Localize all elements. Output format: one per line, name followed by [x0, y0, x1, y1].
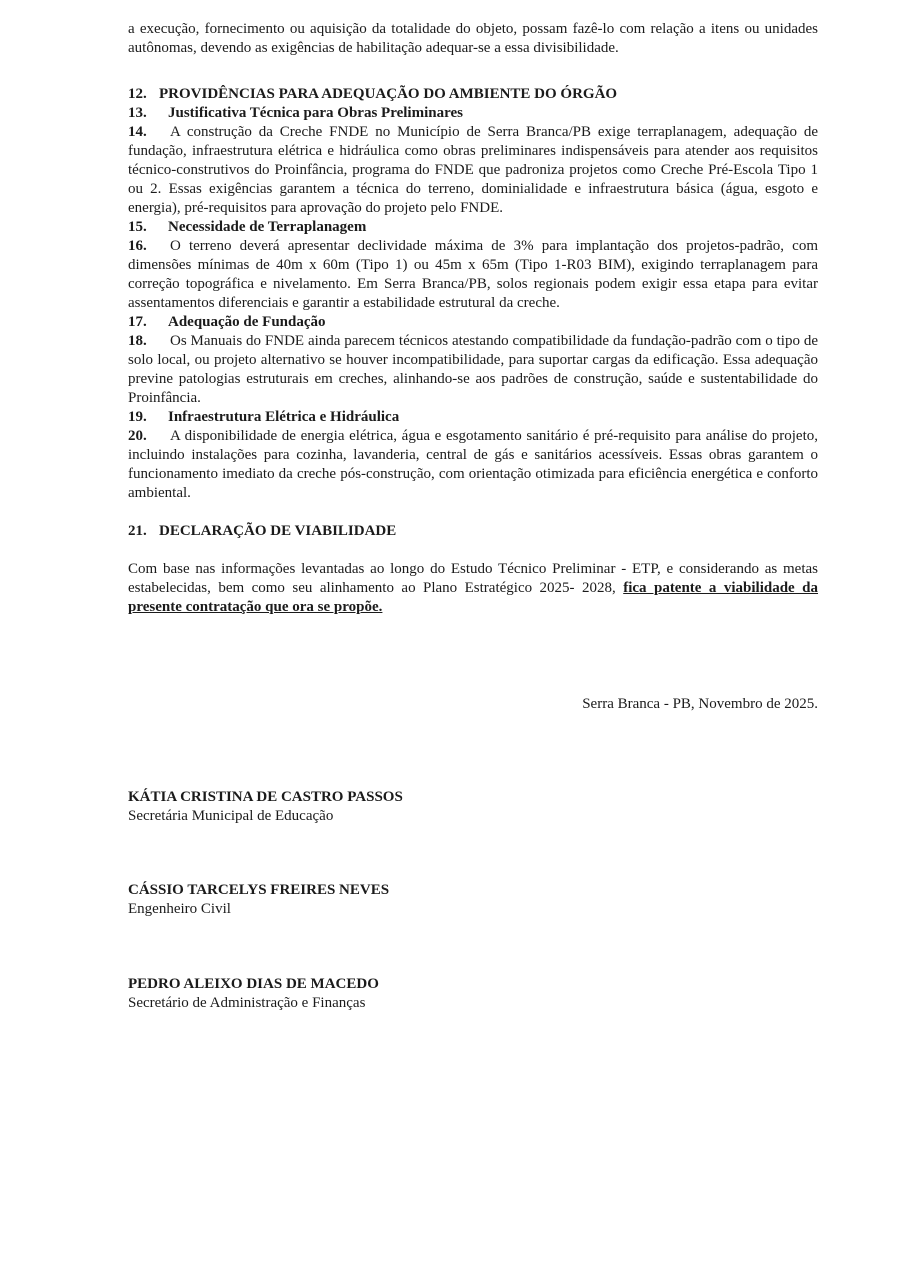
heading-21 [128, 522, 818, 541]
heading-17 [128, 313, 818, 332]
heading-21-text: DECLARAÇÃO DE VIABILIDADE [159, 523, 397, 539]
viability-declaration-text: Com base nas informações levantadas ao longo do Estudo Técnico Preliminar - ETP, e considerando as metas estabelecidas, bem como seu alinhamento ao Plano Estratégico 2025- 2028, [128, 561, 818, 596]
signature-block-2 [128, 881, 818, 919]
viability-declaration-emphasis: fica patente a viabilidade da presente contratação que ora se propõe. [128, 580, 819, 615]
paragraph-20-number: 20. [128, 428, 147, 444]
heading-19-text: Infraestrutura Elétrica e Hidráulica [168, 409, 400, 425]
heading-12-text: PROVIDÊNCIAS PARA ADEQUAÇÃO DO AMBIENTE DO ÓRGÃO [159, 86, 618, 102]
heading-15 [128, 218, 818, 237]
paragraph-18-text: Os Manuais do FNDE ainda parecem técnicos atestando compatibilidade da fundação-padrão com o tipo de solo local, ou projeto alternativo se houver incompatibilidade, para suportar cargas da edificação. Essa adequação previne patologias estruturais em creches, alinhando-se aos padrões de construção, saúde e sustentabilidade do Proinfância. [128, 333, 818, 406]
paragraph-14-text: A construção da Creche FNDE no Município de Serra Branca/PB exige terraplanagem, adequação de fundação, infraestrutura elétrica e hidráulica como obras preliminares indispensáveis para atender aos requisitos técnico-construtivos do Proinfância, programa do FNDE que padroniza projetos como Creche Pré-Escola Tipo 1 ou 2. Essas exigências garantem a técnica do terreno, dominialidade e infraestrutura básica (água, esgoto e energia), pré-requisitos para aprovação do projeto pelo FNDE. [128, 124, 818, 216]
paragraph-14 [128, 123, 818, 218]
paragraph-16-text: O terreno deverá apresentar declividade máxima de 3% para implantação dos projetos-padrão, com dimensões mínimas de 40m x 60m (Tipo 1) ou 45m x 65m (Tipo 1-R03 BIM), exigindo terraplanagem para correção topográfica e nivelamento. Em Serra Branca/PB, solos regionais podem exigir essa etapa para evitar assentamentos diferenciais e garantir a estabilidade estrutural da creche. [128, 238, 818, 311]
heading-17-text: Adequação de Fundação [168, 314, 326, 330]
dateline: Serra Branca - PB, Novembro de 2025. [582, 696, 818, 712]
signature-3-role: Secretário de Administração e Finanças [128, 995, 366, 1011]
paragraph-16 [128, 237, 818, 313]
signature-3-name: PEDRO ALEIXO DIAS DE MACEDO [128, 976, 379, 992]
paragraph-14-number: 14. [128, 124, 147, 140]
heading-12-number: 12. [128, 86, 147, 102]
heading-15-number: 15. [128, 219, 147, 235]
paragraph-20 [128, 427, 818, 503]
signature-1-name: KÁTIA CRISTINA DE CASTRO PASSOS [128, 789, 403, 805]
heading-19-number: 19. [128, 409, 147, 425]
heading-19 [128, 408, 818, 427]
paragraph-20-text: A disponibilidade de energia elétrica, água e esgotamento sanitário é pré-requisito para análise do projeto, incluindo instalações para cozinha, lavanderia, central de gás e sanitários acessíveis. Essas obras garantem o funcionamento imediato da creche pós-construção, com orientação otimizada para eficiência energética e conforto ambiental. [128, 428, 818, 501]
paragraph-16-number: 16. [128, 238, 147, 254]
signature-2-role: Engenheiro Civil [128, 901, 231, 917]
heading-13-number: 13. [128, 105, 147, 121]
heading-13 [128, 104, 818, 123]
viability-declaration [128, 560, 818, 617]
signature-block-1 [128, 788, 818, 826]
heading-13-text: Justificativa Técnica para Obras Preliminares [168, 105, 463, 121]
heading-17-number: 17. [128, 314, 147, 330]
paragraph-18-number: 18. [128, 333, 147, 349]
heading-12 [128, 85, 818, 104]
signature-1-role: Secretária Municipal de Educação [128, 808, 334, 824]
paragraph-18 [128, 332, 818, 408]
heading-15-text: Necessidade de Terraplanagem [168, 219, 367, 235]
signature-block-3 [128, 975, 818, 1013]
intro-paragraph: a execução, fornecimento ou aquisição da totalidade do objeto, possam fazê-lo com relação a itens ou unidades autônomas, devendo as exigências de habilitação adequar-se a essa divisibilidade. [128, 21, 818, 56]
signature-2-name: CÁSSIO TARCELYS FREIRES NEVES [128, 882, 390, 898]
heading-21-number: 21. [128, 523, 147, 539]
